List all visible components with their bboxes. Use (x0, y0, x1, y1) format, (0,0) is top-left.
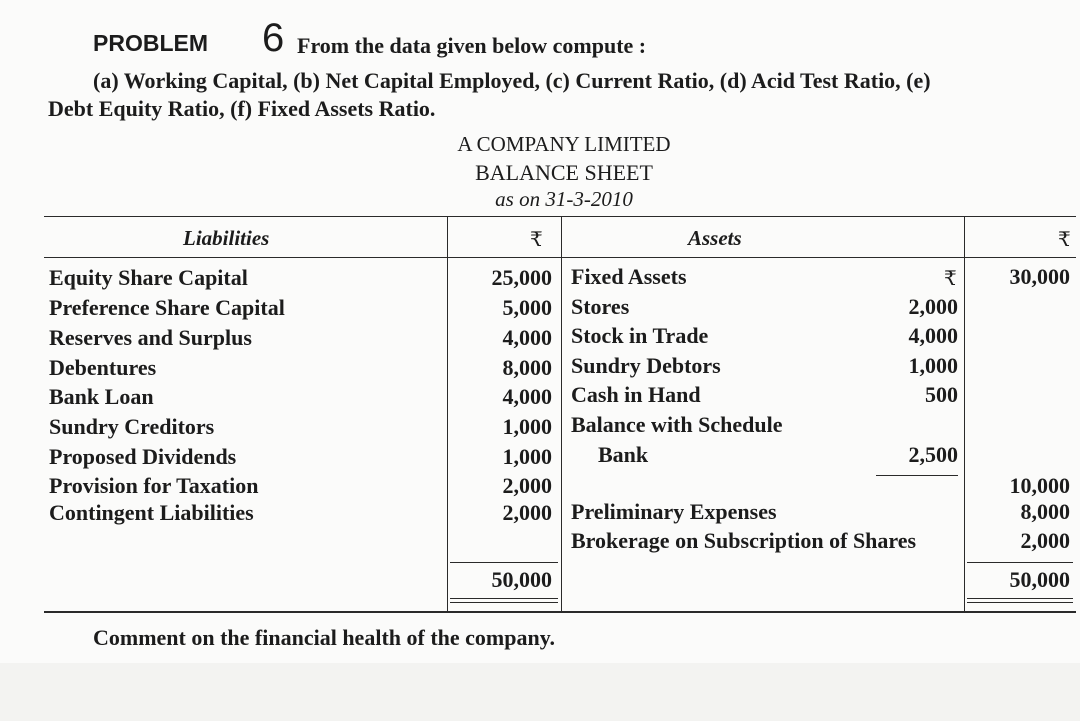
asset-label: Bank (598, 442, 649, 467)
liability-amount: 1,000 (502, 414, 552, 439)
problem-tasks-line2: Debt Equity Ratio, (f) Fixed Assets Ratio. (48, 96, 436, 121)
asset-subamount: 1,000 (908, 353, 958, 378)
asset-subamount: 4,000 (908, 323, 958, 348)
liability-label: Debentures (49, 355, 157, 380)
asset-subamount: 500 (925, 382, 958, 407)
total-rule (450, 562, 558, 563)
table-header-rule (44, 257, 1076, 258)
asset-label: Sundry Debtors (571, 353, 721, 378)
liability-amount: 1,000 (502, 444, 552, 469)
company-name: A COMPANY LIMITED (457, 132, 671, 156)
assets-total: 50,000 (1009, 567, 1070, 592)
problem-number: 6 (262, 16, 285, 60)
liability-label: Reserves and Surplus (49, 325, 252, 350)
total-double-rule (967, 598, 1073, 599)
liability-label: Equity Share Capital (49, 265, 248, 290)
current-assets-total: 10,000 (1009, 473, 1070, 498)
liability-label: Proposed Dividends (49, 444, 237, 469)
liability-label: Bank Loan (49, 384, 154, 409)
liability-amount: 4,000 (502, 325, 552, 350)
problem-tasks-line1: (a) Working Capital, (b) Net Capital Employed, (c) Current Ratio, (d) Acid Test Ratio, (e) (93, 68, 931, 93)
asset-label: Fixed Assets (571, 264, 687, 289)
liabilities-total: 50,000 (491, 567, 552, 592)
asset-subamount: 2,500 (908, 442, 958, 467)
asset-amount: 2,000 (1020, 528, 1070, 553)
asset-label: Balance with Schedule (571, 412, 783, 437)
table-top-rule (44, 216, 1076, 217)
asset-subamount: 2,000 (908, 294, 958, 319)
asset-label: Stock in Trade (571, 323, 709, 348)
liability-amount: 5,000 (502, 295, 552, 320)
column-divider (561, 217, 562, 611)
asset-amount: 8,000 (1020, 499, 1070, 524)
asset-inner-currency: ₹ (944, 268, 957, 290)
sheet-date: as on 31-3-2010 (495, 187, 633, 211)
column-divider (964, 217, 965, 611)
asset-label: Stores (571, 294, 630, 319)
liability-amount: 2,000 (502, 473, 552, 498)
total-double-rule (450, 602, 558, 603)
total-rule (967, 562, 1073, 563)
liability-label: Provision for Taxation (49, 473, 259, 498)
asset-label: Brokerage on Subscription of Shares (571, 528, 917, 553)
liability-amount: 2,000 (502, 500, 552, 525)
asset-amount: 30,000 (1009, 264, 1070, 289)
liability-label: Contingent Liabilities (49, 500, 254, 525)
problem-intro: From the data given below compute : (297, 33, 647, 58)
asset-label: Preliminary Expenses (571, 499, 777, 524)
liability-label: Preference Share Capital (49, 295, 285, 320)
total-double-rule (967, 602, 1073, 603)
page-margin (0, 663, 1080, 721)
sheet-title: BALANCE SHEET (475, 160, 653, 185)
column-divider (447, 217, 448, 611)
liabilities-currency: ₹ (530, 229, 543, 251)
assets-currency: ₹ (1058, 229, 1071, 251)
total-double-rule (450, 598, 558, 599)
comment-instruction: Comment on the financial health of the company. (93, 625, 555, 650)
liability-amount: 4,000 (502, 384, 552, 409)
asset-label: Cash in Hand (571, 382, 701, 407)
subtotal-rule (876, 475, 958, 476)
liability-amount: 25,000 (491, 265, 552, 290)
assets-header: Assets (688, 226, 742, 250)
table-bottom-rule (44, 611, 1076, 613)
problem-label: PROBLEM (93, 30, 208, 56)
liability-label: Sundry Creditors (49, 414, 215, 439)
liability-amount: 8,000 (502, 355, 552, 380)
liabilities-header: Liabilities (183, 226, 270, 250)
